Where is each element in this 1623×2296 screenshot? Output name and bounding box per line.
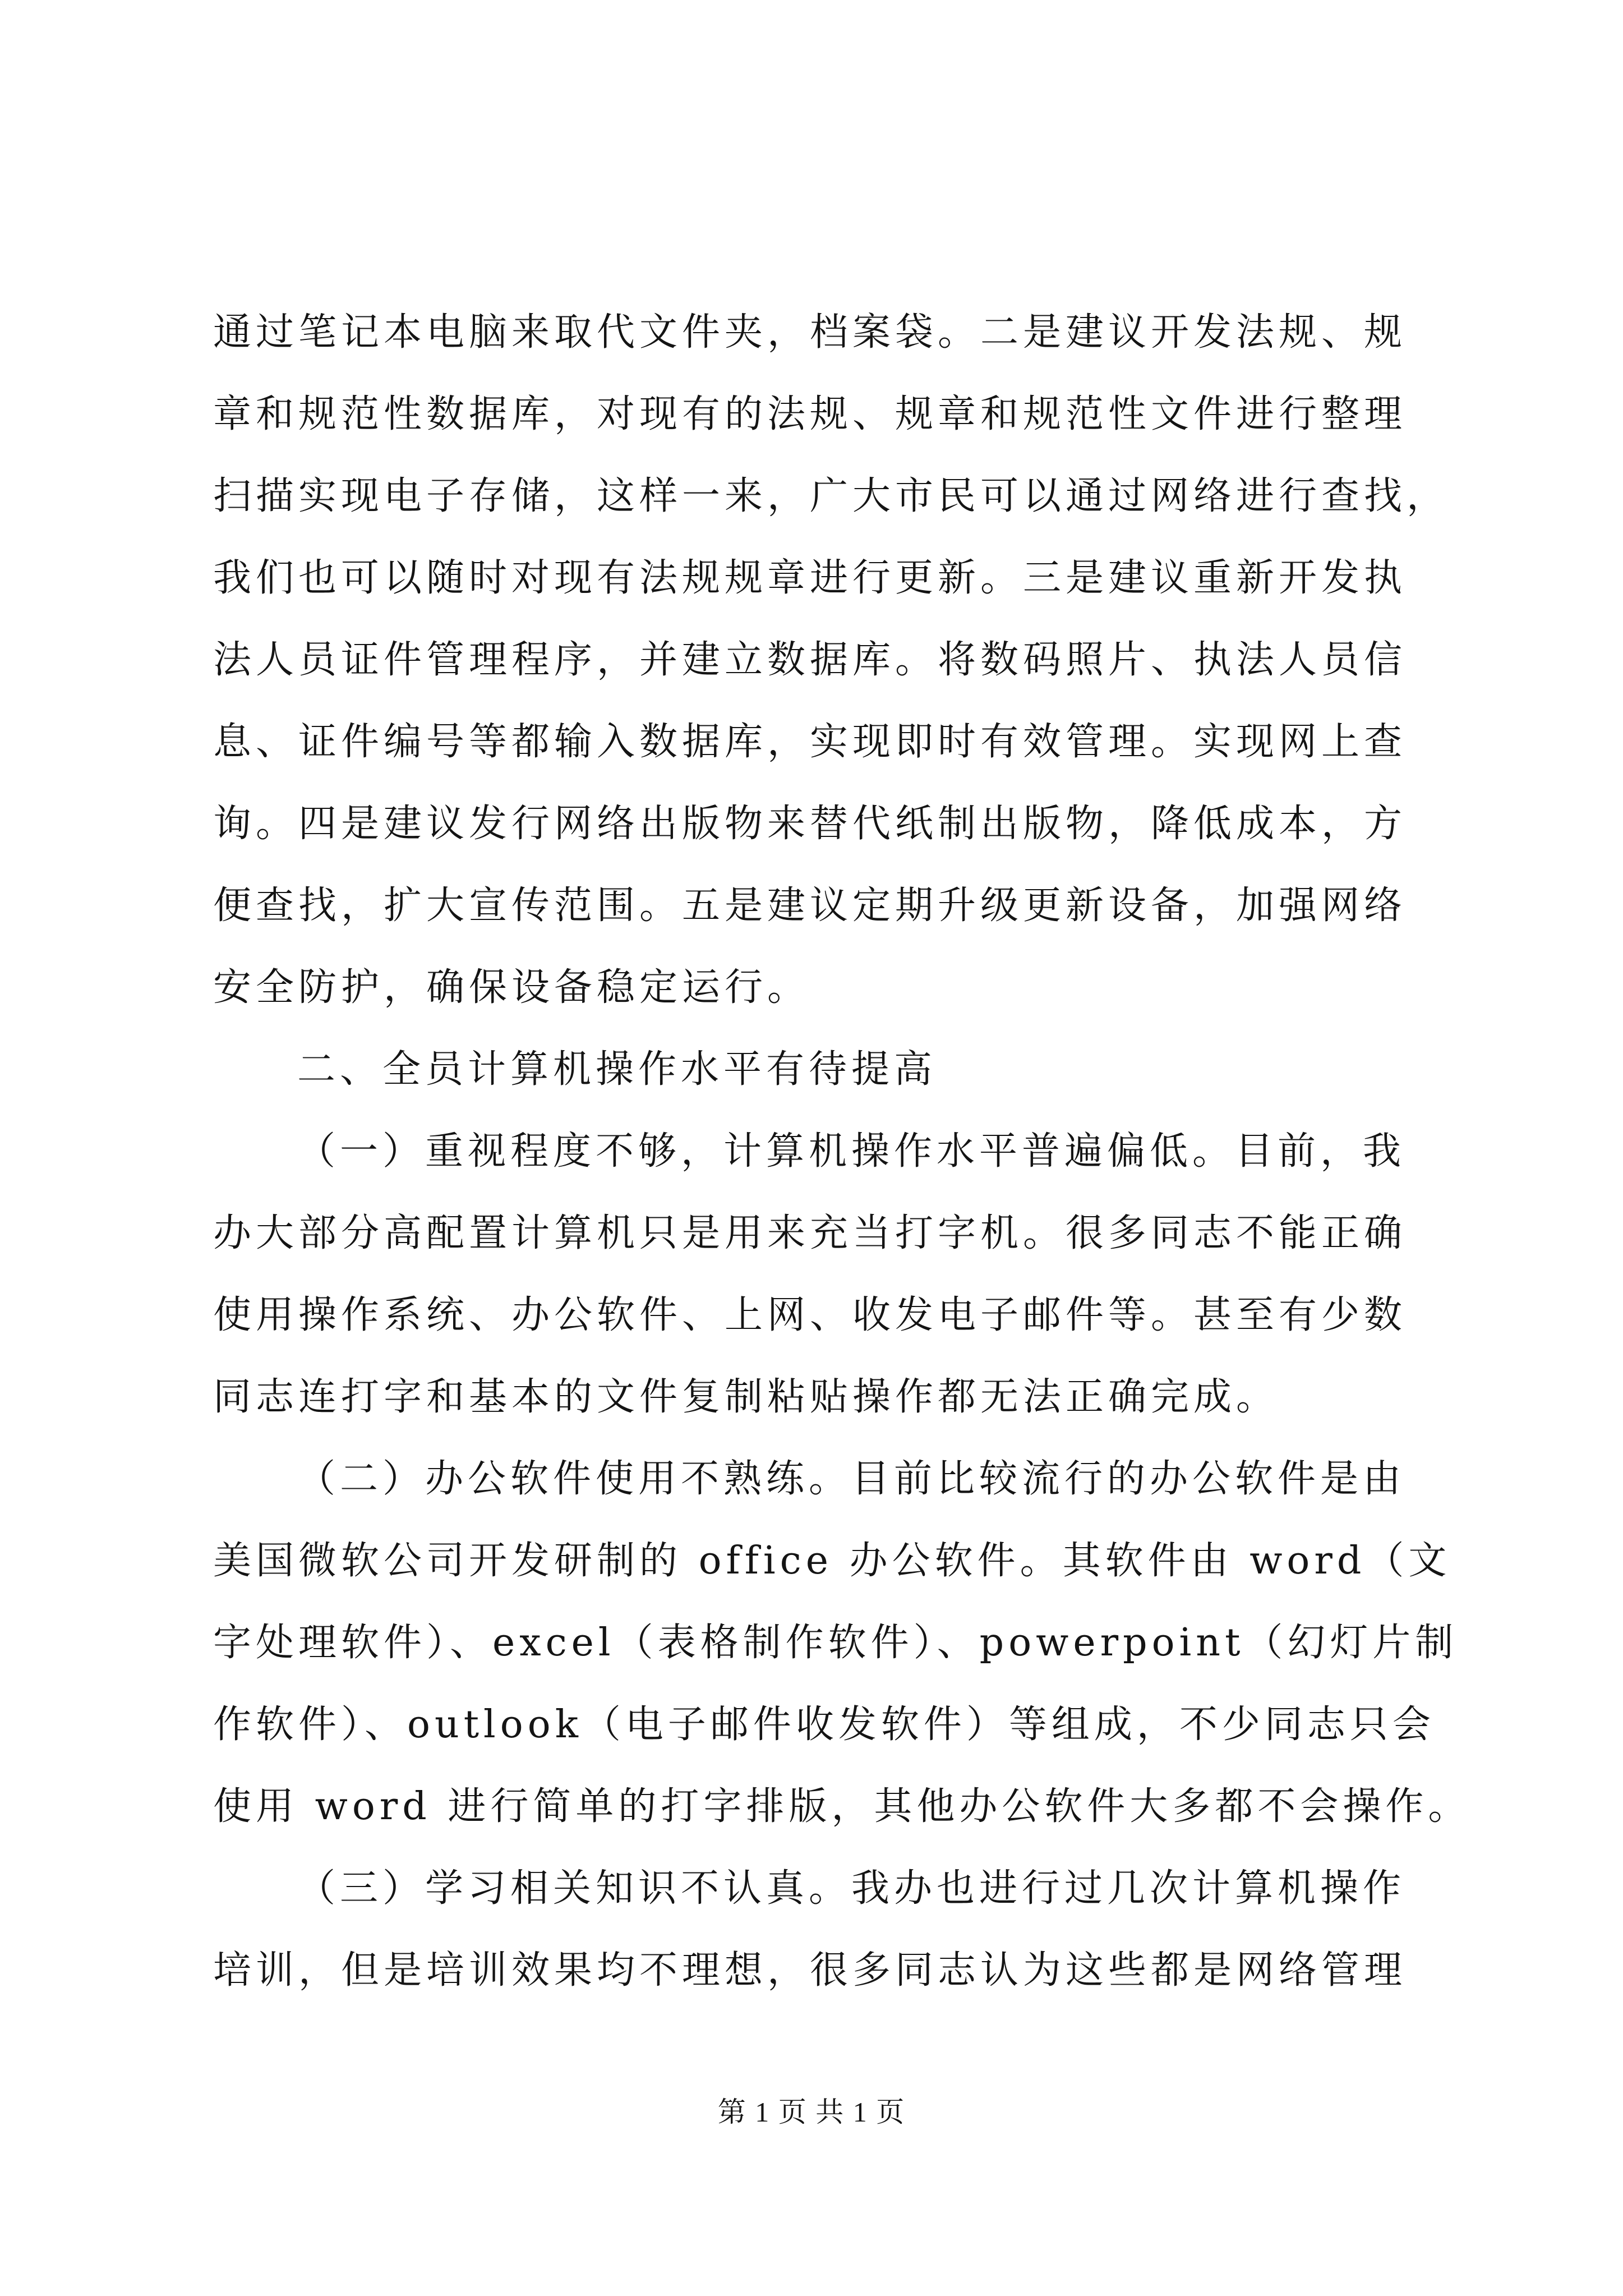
document-body bbox=[213, 292, 1471, 2012]
text-line: 安全防护，确保设备稳定运行。 bbox=[213, 965, 810, 1010]
text-line: 章和规范性数据库，对现有的法规、规章和规范性文件进行整理 bbox=[213, 392, 1407, 436]
text-line: （二）办公软件使用不熟练。目前比较流行的办公软件是由 bbox=[297, 1457, 1406, 1501]
text-line: 扫描实现电子存储，这样一来，广大市民可以通过网络进行查找， bbox=[213, 474, 1450, 518]
text-line: 便查找，扩大宣传范围。五是建议定期升级更新设备，加强网络 bbox=[213, 884, 1407, 928]
text-line: 作软件）、outlook（电子邮件收发软件）等组成，不少同志只会 bbox=[213, 1703, 1435, 1747]
text-line: 培训，但是培训效果均不理想，很多同志认为这些都是网络管理 bbox=[213, 1948, 1407, 1993]
text-line: 办大部分高配置计算机只是用来充当打字机。很多同志不能正确 bbox=[213, 1211, 1407, 1255]
text-line: 使用操作系统、办公软件、上网、收发电子邮件等。甚至有少数 bbox=[213, 1293, 1407, 1337]
text-line: （三）学习相关知识不认真。我办也进行过几次计算机操作 bbox=[297, 1866, 1406, 1911]
text-line: 我们也可以随时对现有法规规章进行更新。三是建议重新开发执 bbox=[213, 556, 1407, 600]
page-footer: 第 1 页 共 1 页 bbox=[717, 2096, 906, 2128]
text-line: 使用 word 进行简单的打字排版，其他办公软件大多都不会操作。 bbox=[213, 1784, 1471, 1829]
text-line: 同志连打字和基本的文件复制粘贴操作都无法正确完成。 bbox=[213, 1375, 1279, 1419]
section-heading: 二、全员计算机操作水平有待提高 bbox=[297, 1047, 937, 1092]
text-line: 法人员证件管理程序，并建立数据库。将数码照片、执法人员信 bbox=[213, 638, 1407, 682]
text-line: 字处理软件）、excel（表格制作软件）、powerpoint（幻灯片制 bbox=[213, 1621, 1458, 1665]
text-line: 息、证件编号等都输入数据库，实现即时有效管理。实现网上查 bbox=[213, 720, 1407, 764]
text-line: （一）重视程度不够，计算机操作水平普遍偏低。目前，我 bbox=[297, 1129, 1406, 1174]
text-line: 通过笔记本电脑来取代文件夹，档案袋。二是建议开发法规、规 bbox=[213, 310, 1407, 355]
text-line: 美国微软公司开发研制的 office 办公软件。其软件由 word（文 bbox=[213, 1539, 1451, 1583]
text-line: 询。四是建议发行网络出版物来替代纸制出版物，降低成本，方 bbox=[213, 802, 1407, 846]
